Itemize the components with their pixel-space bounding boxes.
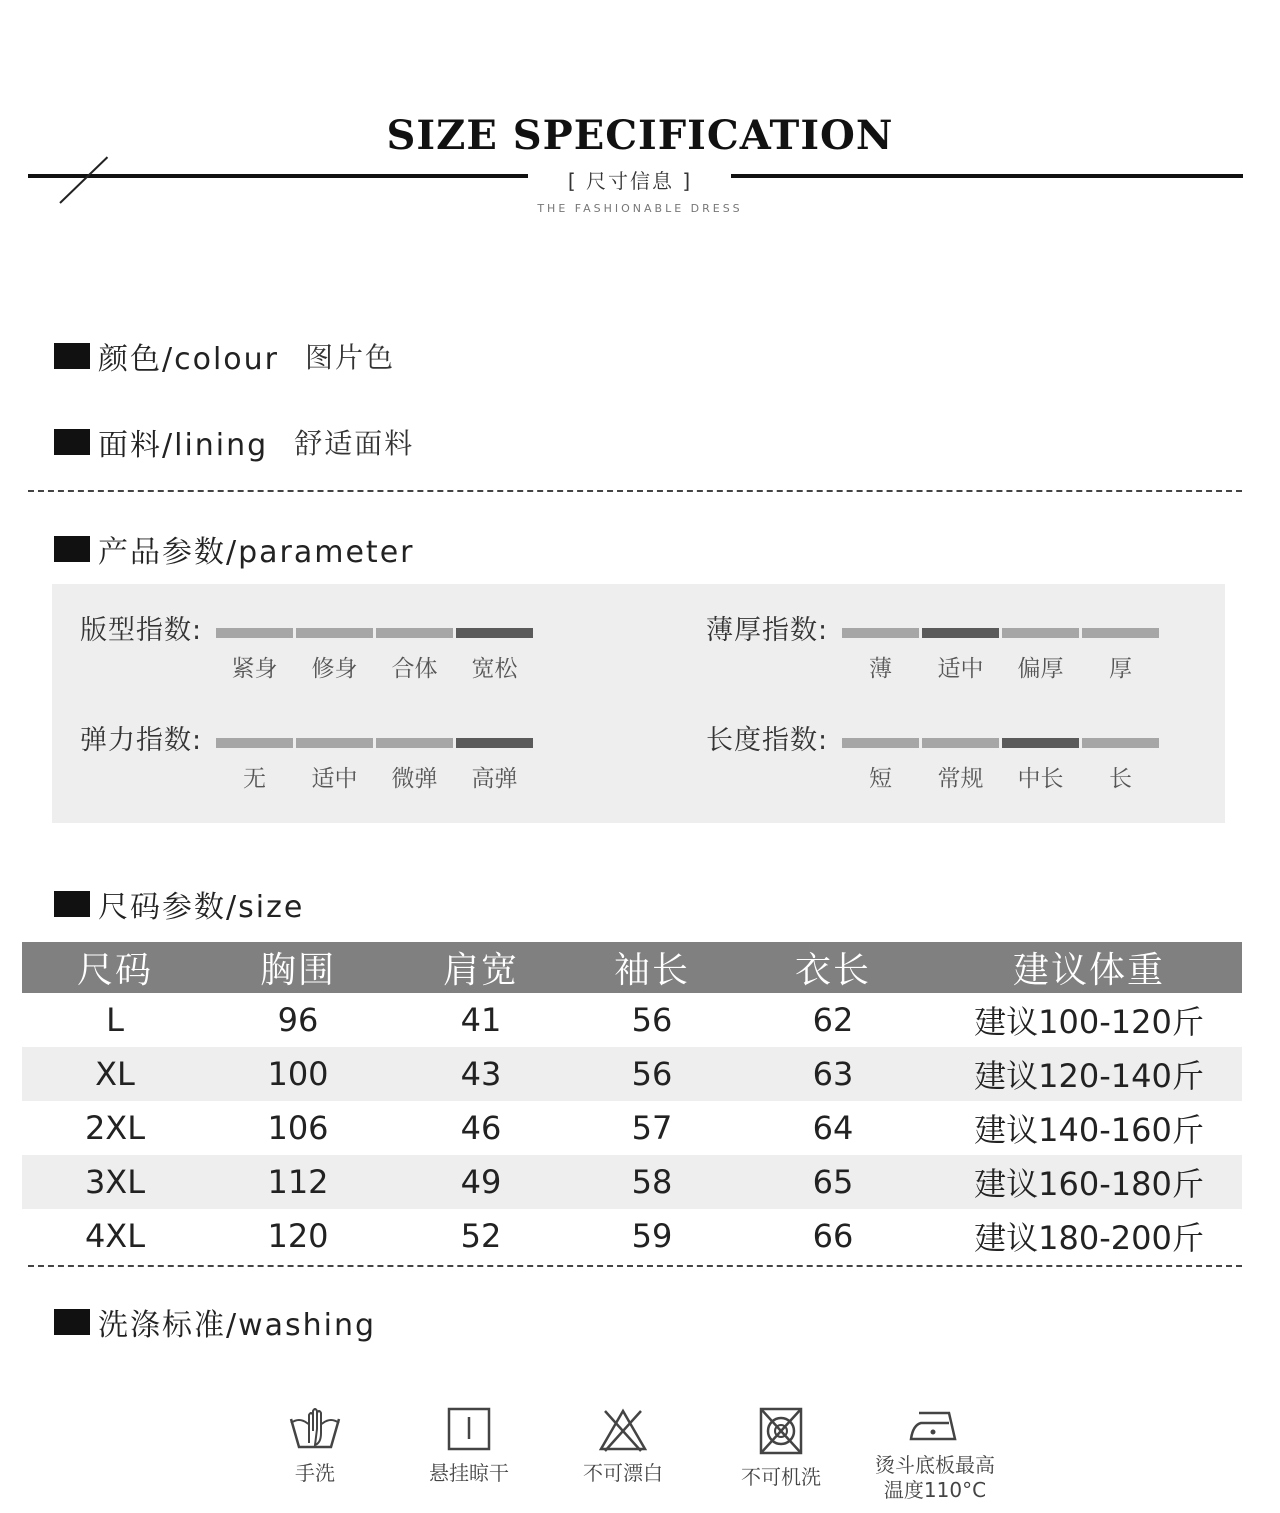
table-cell: 建议140-160斤	[974, 1111, 1204, 1149]
scale-segment	[376, 738, 453, 748]
param-option: 短	[869, 766, 892, 792]
lining-value: 舒适面料	[294, 427, 415, 460]
lining-row	[54, 420, 414, 464]
header-rule-left	[28, 174, 528, 178]
param-option: 适中	[311, 766, 358, 792]
section-marker	[54, 429, 90, 455]
param-scale	[216, 628, 533, 638]
section-marker	[54, 343, 90, 369]
param-option: 紧身	[231, 656, 278, 682]
table-row	[22, 993, 1242, 1047]
wash-label: 烫斗底板最高	[875, 1453, 995, 1477]
table-cell: 建议100-120斤	[974, 1003, 1204, 1041]
scale-segment	[216, 628, 293, 638]
header-subtitle: [ 尺寸信息 ]	[567, 169, 693, 193]
scale-segment	[842, 738, 919, 748]
wash-label: 温度110°C	[883, 1478, 987, 1502]
size-table	[22, 942, 1242, 1263]
column-header: 尺码	[22, 942, 208, 993]
table-row	[22, 1047, 1242, 1101]
table-cell: 106	[267, 1109, 329, 1147]
param-option: 宽松	[471, 656, 518, 682]
param-options	[216, 650, 533, 683]
table-cell: 52	[460, 1217, 502, 1255]
column-header: 衣长	[730, 942, 936, 993]
table-cell: 建议120-140斤	[936, 1047, 1242, 1101]
parameter-heading-label: 产品参数/parameter	[98, 535, 415, 570]
table-cell: 56	[631, 1001, 673, 1039]
washing-heading-label: 洗涤标准/washing	[98, 1308, 377, 1343]
scale-segment	[1002, 628, 1079, 638]
section-marker	[54, 1309, 90, 1335]
param-option: 高弹	[471, 766, 518, 792]
param-option: 常规	[937, 766, 984, 792]
param-label: 长度指数:	[706, 725, 829, 756]
hang-dry-icon	[445, 1405, 493, 1453]
size-heading	[54, 882, 304, 926]
param-option: 微弹	[391, 766, 438, 792]
no-bleach-icon	[597, 1405, 649, 1453]
table-cell: L	[106, 1001, 124, 1039]
parameter-panel	[52, 584, 1225, 823]
section-marker	[54, 891, 90, 917]
param-label: 薄厚指数:	[706, 615, 829, 646]
page-title: SIZE SPECIFICATION	[386, 112, 894, 159]
table-cell: 58	[574, 1155, 730, 1209]
scale-segment	[842, 628, 919, 638]
param-scale	[216, 738, 533, 748]
wash-label: 不可漂白	[583, 1461, 663, 1485]
table-cell: 62	[812, 1001, 854, 1039]
table-cell: 建议180-200斤	[974, 1219, 1204, 1257]
scale-segment	[456, 628, 533, 638]
wash-item-hang-dry	[394, 1405, 544, 1486]
table-row	[22, 1101, 1242, 1155]
column-header: 肩宽	[388, 942, 574, 993]
table-cell: 100	[208, 1047, 388, 1101]
table-cell: 43	[388, 1047, 574, 1101]
table-cell: 4XL	[84, 1217, 146, 1255]
table-row	[22, 1209, 1242, 1263]
header-rule-right	[731, 174, 1243, 178]
param-label: 弹力指数:	[80, 725, 203, 756]
param-option: 长	[1109, 766, 1132, 792]
param-scale	[842, 738, 1159, 748]
param-option: 偏厚	[1017, 656, 1064, 682]
table-cell: 46	[460, 1109, 502, 1147]
table-row	[22, 1155, 1242, 1209]
wash-item-no-machine-wash	[706, 1405, 856, 1490]
no-machine-wash-icon	[757, 1405, 805, 1457]
wash-label: 不可机洗	[741, 1465, 821, 1489]
table-cell: 41	[460, 1001, 502, 1039]
column-header: 建议体重	[936, 942, 1242, 993]
param-scale	[842, 628, 1159, 638]
washing-heading	[54, 1300, 376, 1344]
table-cell: 112	[208, 1155, 388, 1209]
table-cell: 63	[730, 1047, 936, 1101]
lining-label: 面料/lining	[98, 428, 269, 463]
param-option: 中长	[1017, 766, 1064, 792]
table-cell: 3XL	[22, 1155, 208, 1209]
column-header: 胸围	[208, 942, 388, 993]
scale-segment	[216, 738, 293, 748]
table-cell: 66	[812, 1217, 854, 1255]
param-options	[842, 650, 1159, 683]
table-cell: 59	[631, 1217, 673, 1255]
param-option: 合体	[391, 656, 438, 682]
table-cell: 96	[277, 1001, 319, 1039]
scale-segment	[296, 738, 373, 748]
param-option: 厚	[1109, 656, 1132, 682]
param-option: 无	[243, 766, 266, 792]
wash-item-no-bleach	[548, 1405, 698, 1486]
column-header: 袖长	[574, 942, 730, 993]
scale-segment	[922, 628, 999, 638]
section-marker	[54, 536, 90, 562]
table-cell: 64	[812, 1109, 854, 1147]
wash-label: 手洗	[295, 1461, 335, 1485]
divider	[28, 490, 1242, 492]
table-cell: 2XL	[84, 1109, 146, 1147]
size-heading-label: 尺码参数/size	[98, 890, 305, 925]
table-cell: 120	[267, 1217, 329, 1255]
header-tagline: THE FASHIONABLE DRESS	[537, 202, 743, 215]
table-cell: 56	[574, 1047, 730, 1101]
param-label: 版型指数:	[80, 615, 203, 646]
scale-segment	[1082, 628, 1159, 638]
table-header-row	[22, 942, 1242, 993]
param-options	[842, 760, 1159, 793]
scale-segment	[922, 738, 999, 748]
param-option: 修身	[311, 656, 358, 682]
table-cell: XL	[22, 1047, 208, 1101]
wash-item-hand-wash	[240, 1405, 390, 1486]
scale-segment	[1082, 738, 1159, 748]
scale-segment	[456, 738, 533, 748]
table-cell: 49	[388, 1155, 574, 1209]
table-cell: 建议160-180斤	[936, 1155, 1242, 1209]
table-cell: 57	[631, 1109, 673, 1147]
scale-segment	[376, 628, 453, 638]
wash-item-iron	[860, 1405, 1010, 1503]
param-option: 适中	[937, 656, 984, 682]
iron-icon	[905, 1405, 965, 1445]
hand-wash-icon	[287, 1405, 343, 1453]
param-option: 薄	[869, 656, 892, 682]
wash-label: 悬挂晾干	[429, 1461, 509, 1485]
param-options	[216, 760, 533, 793]
table-cell: 65	[730, 1155, 936, 1209]
colour-label: 颜色/colour	[98, 342, 279, 377]
parameter-heading	[54, 527, 415, 571]
divider	[28, 1265, 1242, 1267]
colour-value: 图片色	[305, 341, 396, 374]
colour-row	[54, 334, 395, 378]
scale-segment	[1002, 738, 1079, 748]
scale-segment	[296, 628, 373, 638]
header-slash-decoration	[59, 156, 108, 203]
